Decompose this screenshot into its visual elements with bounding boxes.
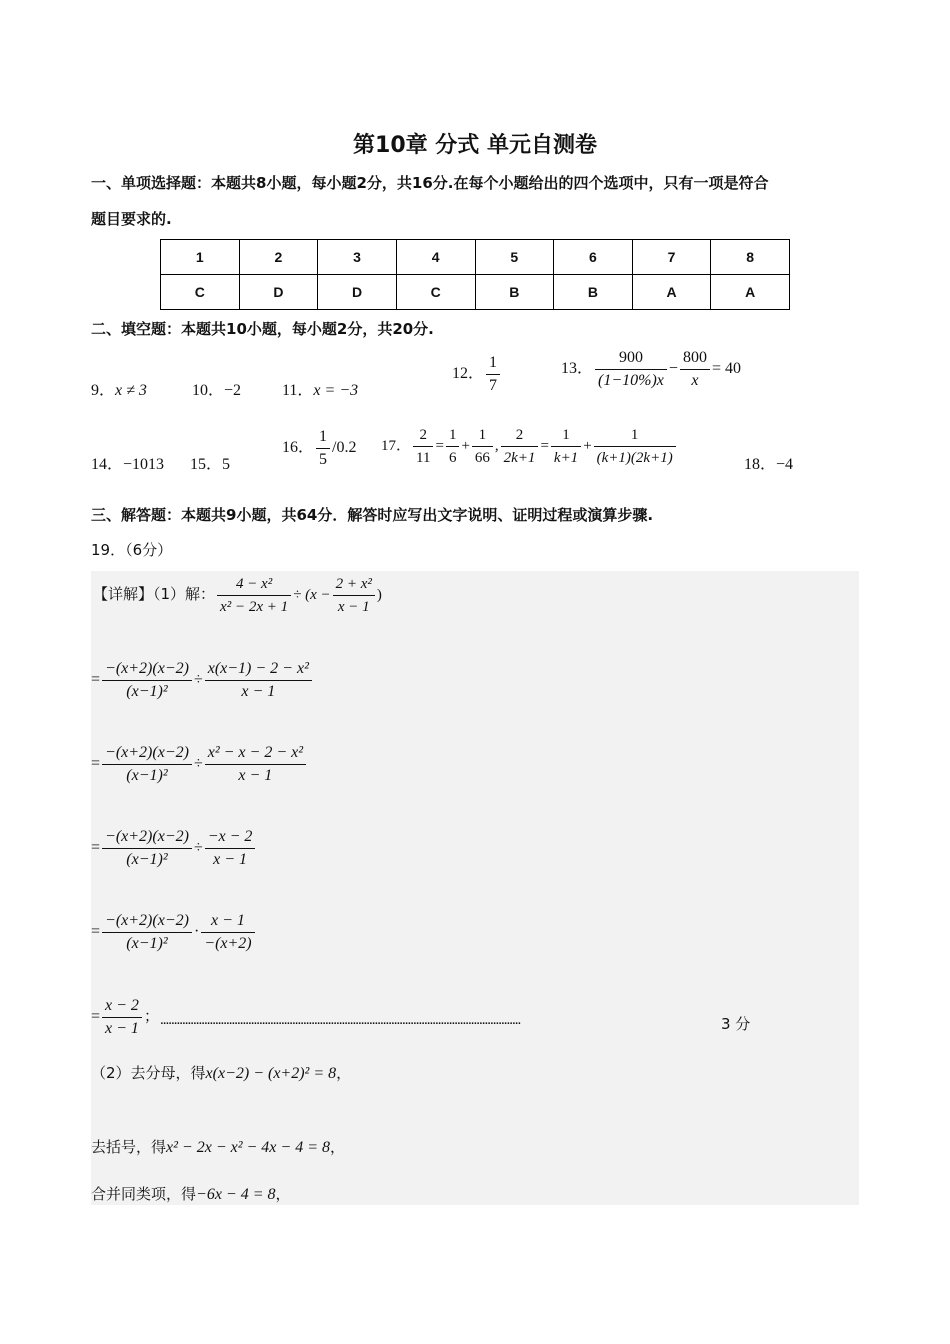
table-header-cell: 4 [396,240,475,275]
answer-value: −2 [224,382,242,399]
fraction-denominator: 66 [474,450,490,466]
table-header-cell: 1 [161,240,240,275]
fill-answer-18 [744,451,793,474]
page-title: 第10章 分式 单元自测卷 [353,133,597,158]
operator: = [540,437,549,454]
separator: ， [336,1064,352,1082]
fraction-denominator: x − 1 [337,599,370,615]
fraction-numerator: 1 [551,424,581,447]
dotted-leader: ................................................................................................................................... [160,1012,521,1028]
fraction-numerator: −(x+2)(x−2) [102,910,192,933]
operator: − [668,360,678,378]
section1-line2: 题目要求的. [91,210,172,228]
fraction-denominator: 7 [489,377,498,394]
separator: , [494,437,499,454]
fraction-denominator: x [691,372,699,389]
fraction-numerator: 4 − x² [217,573,291,596]
section3-heading: 三、解答题：本题共9小题，共64分．解答时应写出文字说明、证明过程或演算步骤. [91,506,654,524]
table-header-cell: 6 [554,240,633,275]
equation-rhs: = 40 [711,360,741,378]
fraction-numerator: 2 + x² [333,573,375,596]
fraction-denominator: (x−1)² [126,767,168,784]
question-number: 12． [452,365,485,383]
fraction-denominator: k+1 [553,450,579,466]
fraction-denominator: −(x+2) [204,935,252,952]
fraction-numerator: x − 1 [201,910,254,933]
table-answer-cell: C [161,275,240,310]
step-text: 合并同类项，得 [91,1185,197,1203]
fill-answer-9 [91,377,147,400]
fraction-denominator: x − 1 [241,683,276,700]
fraction-denominator: 2k+1 [503,450,536,466]
fraction-numerator: 1 [594,424,676,447]
fraction-numerator: x² − x − 2 − x² [205,742,306,765]
question-number: 13． [561,360,594,378]
fill-answer-17 [381,424,678,469]
fill-answer-11 [282,377,358,400]
fraction-denominator: (x−1)² [126,935,168,952]
operator: ) [376,586,382,603]
fraction-denominator: 11 [416,450,431,466]
table-answer-cell: B [475,275,554,310]
fraction-denominator: x − 1 [213,851,248,868]
fraction-denominator: 5 [319,451,328,468]
fraction-denominator: (x−1)² [126,851,168,868]
solution-step-5: = $\frac{x - 2}{x - 1}$ ； [91,995,159,1040]
operator: = [435,437,444,454]
answer-table-answer-row [161,275,790,310]
question-number: 16． [282,439,315,457]
fill-answer-12 [452,352,502,397]
solution-part2-line2 [91,1136,345,1157]
table-answer-cell: D [239,275,318,310]
fraction-numerator: −(x+2)(x−2) [102,658,192,681]
fraction-numerator: 800 [680,347,710,370]
table-header-cell: 7 [632,240,711,275]
solution-step-0 [93,573,382,618]
operator: ÷ [193,755,203,773]
question-number: 10． [192,382,225,399]
answer-value: x = −3 [313,382,359,399]
step-text: （2）去分母，得 [91,1064,206,1082]
step-equation: x² − 2x − x² − 4x − 4 = 8 [166,1139,330,1156]
operator: + [583,437,592,454]
operator: ÷ [193,671,203,689]
fill-answer-14 [91,451,164,474]
question-number: 15． [190,456,223,473]
fraction-numerator: 2 [413,424,433,447]
solution-part2-line3 [91,1183,291,1204]
question-19-label: 19．（6分） [91,541,173,559]
fraction-denominator: (k+1)(2k+1) [596,450,673,466]
fraction-numerator: 1 [472,424,493,447]
step-text: 去括号，得 [91,1138,167,1156]
table-header-cell: 8 [711,240,790,275]
question-number: 11． [282,382,314,399]
separator: ； [143,1007,159,1026]
score-mark: 3 分 [721,1015,751,1033]
table-answer-cell: D [318,275,397,310]
solution-step-3: = $\frac{-(x+2)(x-2)}{\text{(x−1)²}}$ ÷ $\frac{-x - 2}{x - 1}$ [91,826,257,871]
operator: ÷ (x − [293,586,331,603]
fraction-numerator: 2 [501,424,539,447]
section2-heading: 二、填空题：本题共10小题，每小题2分，共20分. [91,320,434,338]
step-equation: x(x−2) − (x+2)² = 8 [205,1065,337,1082]
operator: ÷ [193,839,203,857]
fraction-denominator: (1−10%)x [598,372,664,389]
question-number: 14． [91,456,124,473]
table-header-cell: 3 [318,240,397,275]
fill-answer-10 [192,377,241,400]
table-answer-cell: C [396,275,475,310]
answer-tail: /0.2 [332,439,357,457]
solution-step-4: = $\frac{-(x+2)(x-2)}{\text{(x−1)²}}$ · $\frac{x - 1}{-(x+2)}$ [91,910,257,955]
fraction-numerator: x(x−1) − 2 − x² [205,658,312,681]
answer-table-header-row [161,240,790,275]
fraction-numerator: x − 2 [102,995,142,1018]
question-number: 9． [91,382,116,399]
question-number: 17． [381,437,412,454]
fraction-numerator: 1 [446,424,460,447]
section1-line1: 一、单项选择题：本题共8小题，每小题2分，共16分.在每个小题给出的四个选项中，只有一项是符合 [91,174,769,192]
table-answer-cell: A [632,275,711,310]
fraction-denominator: x² − 2x + 1 [220,599,289,615]
table-header-cell: 2 [239,240,318,275]
fraction-numerator: −(x+2)(x−2) [102,826,192,849]
separator: ， [330,1138,346,1156]
separator: ， [275,1185,291,1203]
fraction-denominator: x − 1 [105,1020,139,1037]
fraction-denominator: x − 1 [238,767,273,784]
question-number: 18． [744,456,777,473]
answer-value: x ≠ 3 [115,382,147,399]
fraction-numerator: 900 [595,347,667,370]
answer-value: 5 [222,456,231,473]
table-answer-cell: A [711,275,790,310]
answer-value: −4 [776,456,794,473]
operator: · [193,923,200,941]
fraction-denominator: (x−1)² [126,683,168,700]
table-header-cell: 5 [475,240,554,275]
detail-label: 【详解】（1）解： [93,584,216,603]
solution-part2-line1 [91,1062,351,1083]
operator: + [461,437,470,454]
solution-step-1: = $\frac{-(x+2)(x-2)}{\text{(x−1)²}}$ ÷ $\frac{\text{x(x−1) − 2 − x²}}{x - 1}$ [91,658,314,703]
fraction-numerator: −x − 2 [205,826,256,849]
fraction-numerator: 1 [486,352,500,375]
fill-answer-15 [190,451,230,474]
table-answer-cell: B [554,275,633,310]
fill-answer-16 [282,426,356,471]
solution-step-2: = $\frac{-(x+2)(x-2)}{\text{(x−1)²}}$ ÷ $\frac{\text{x² − x − 2 − x²}}{x - 1}$ [91,742,308,787]
answer-value: −1013 [123,456,165,473]
fraction-denominator: 6 [448,450,457,466]
fraction-numerator: 1 [316,426,330,449]
answer-table [160,239,790,310]
fill-answer-13 [561,347,741,392]
fraction-numerator: −(x+2)(x−2) [102,742,192,765]
step-equation: −6x − 4 = 8 [196,1186,276,1203]
